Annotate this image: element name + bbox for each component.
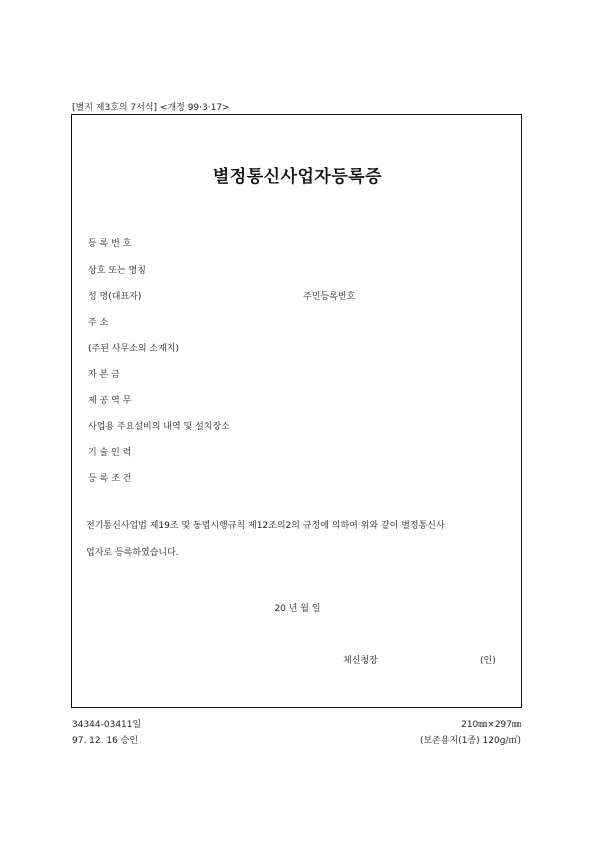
field-technicians: 기 술 인 력 (88, 448, 132, 458)
issuer-title: 체신청장 (343, 656, 378, 666)
document-title: 별정통신사업자등록증 (212, 167, 383, 187)
field-trade-name: 상호 또는 명칭 (88, 266, 146, 276)
footer-paper-size: 210㎜×297㎜ (461, 720, 521, 730)
field-registration-number: 등 록 번 호 (88, 239, 132, 249)
field-capital: 자 본 금 (88, 370, 120, 380)
issue-date: 20 년 월 일 (274, 604, 321, 614)
footer-approval-date: 97. 12. 16 승인 (72, 736, 139, 746)
footer-form-number: 34344-03411일 (72, 720, 142, 730)
statement-line-2: 업자로 등록하였습니다. (86, 548, 179, 558)
field-service: 제 공 역 무 (88, 396, 132, 406)
document-frame (71, 114, 522, 708)
field-resident-number: 주민등록번호 (303, 292, 356, 302)
field-facilities: 사업용 주요설비의 내역 및 설치장소 (88, 422, 230, 432)
field-representative-name: 성 명(대표자) (88, 292, 142, 302)
seal-mark: (인) (480, 656, 496, 666)
field-address: 주 소 (88, 318, 109, 328)
statement-line-1: 전기통신사업법 제19조 및 동법시행규칙 제12조의2의 규정에 의하여 위와 같이 별정통신사 (86, 521, 445, 531)
field-conditions: 등 록 조 건 (88, 474, 132, 484)
footer-paper-type: (보존용지(1종) 120g/㎡) (419, 736, 521, 746)
form-header-note: [별지 제3호의 7서식] <개정 99·3·17> (72, 103, 230, 113)
field-main-office: (주된 사무소의 소재지) (88, 344, 179, 354)
